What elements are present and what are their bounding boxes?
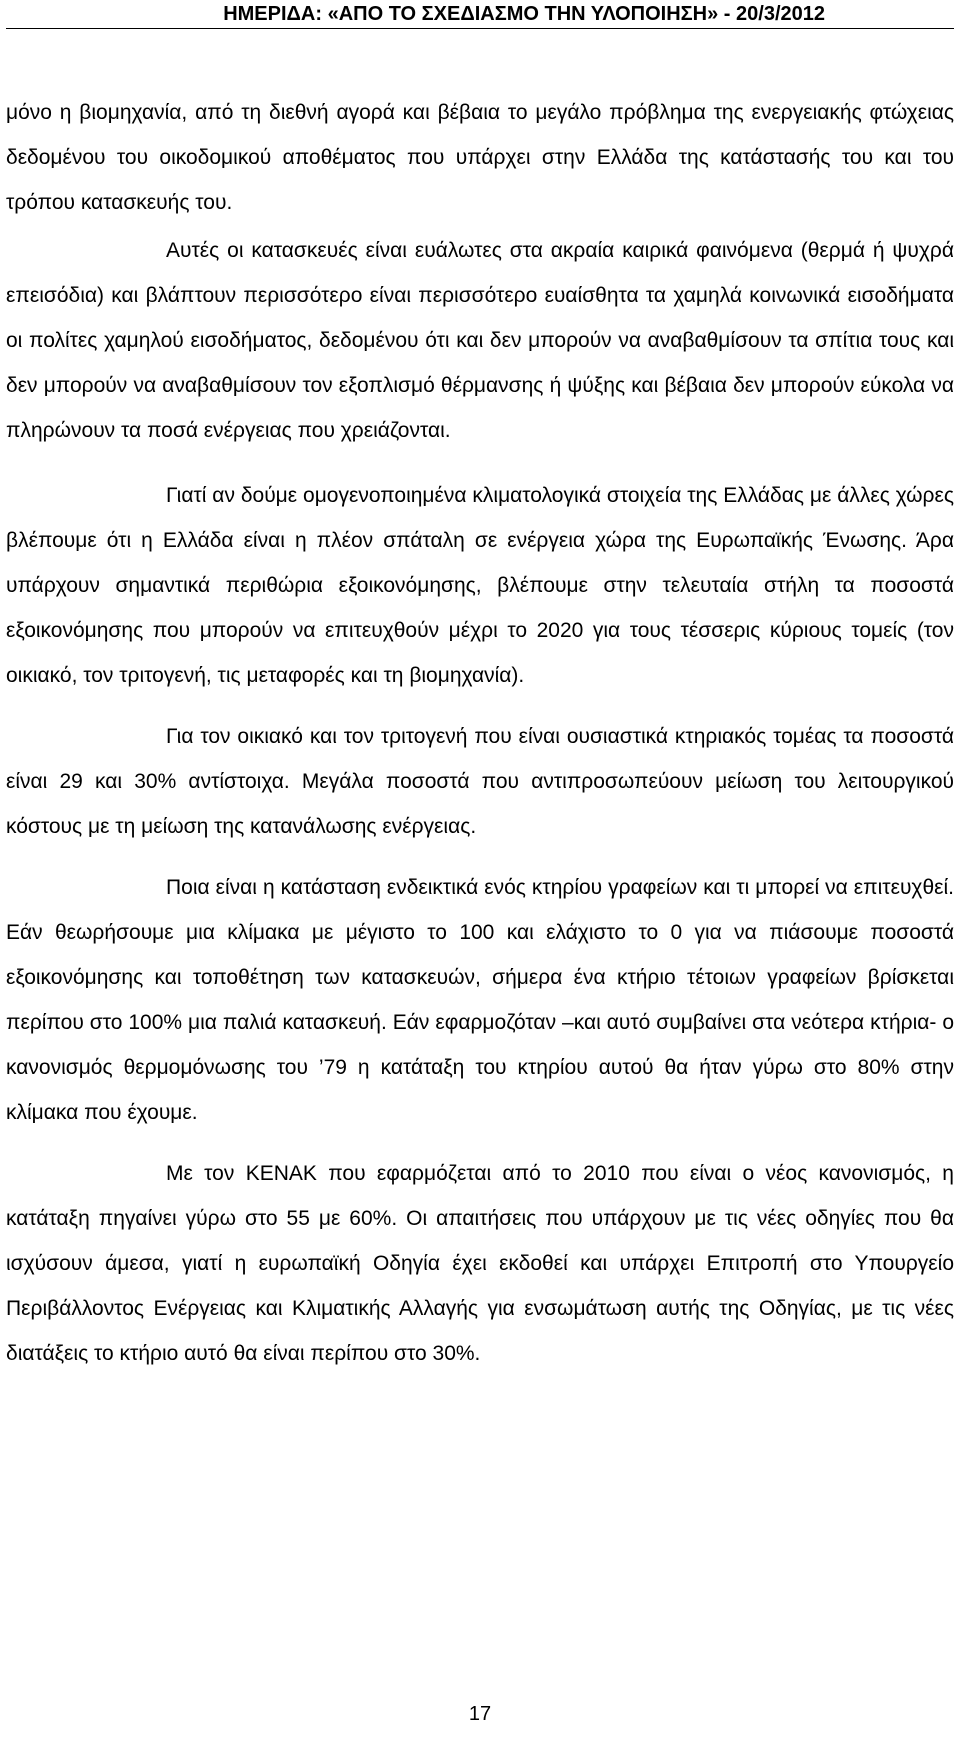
paragraph-building-sector: Για τον οικιακό και τον τριτογενή που είναι ουσιαστικά κτηριακός τομέας τα ποσοστά είναι 29 και 30% αντίστοιχα. Μεγάλα ποσοστά που αντιπροσωπεύουν μείωση του λειτουργικού κόστους με τη μείωση της κατανάλωσης ενέργειας. <box>6 725 954 838</box>
header-title: ΗΜΕΡΙΔΑ: «ΑΠΟ ΤΟ ΣΧΕΔΙΑΣΜΟ ΤΗΝ ΥΛΟΠΟΙΗΣΗ» - 20/3/2012 <box>223 3 825 25</box>
page-number: 17 <box>468 1703 492 1725</box>
paragraph-kenak: Με τον ΚΕΝΑΚ που εφαρμόζεται από το 2010 που είναι ο νέος κανονισμός, η κατάταξη πηγαίνει γύρω στο 55 με 60%. Οι απαιτήσεις που υπάρχουν με τις νέες οδηγίες που θα ισχύσουν άμεσα, γιατί η ευρωπαϊκή Οδηγία έχει εκδοθεί και υπάρχει Επιτροπή στο Υπουργείο Περιβάλλοντος Ενέργειας και Κλιματικής Αλλαγής για ενσωμάτωση αυτής της Οδηγίας, με τις νέες διατάξεις το κτήριο αυτό θα είναι περίπου στο 30%. <box>6 1162 954 1365</box>
paragraph-vulnerable-buildings: Αυτές οι κατασκευές είναι ευάλωτες στα ακραία καιρικά φαινόμενα (θερμά ή ψυχρά επεισόδια) και βλάπτουν περισσότερο είναι περισσότερο ευαίσθητα τα χαμηλά κοινωνικά εισοδήματα οι πολίτες χαμηλού εισοδήματος, δεδομένου ότι και δεν μπορούν να αναβαθμίσουν τα σπίτια τους και δεν μπορούν να αναβαθμίσουν τον εξοπλισμό θέρμανσης ή ψύξης και βέβαια δεν μπορούν εύκολα να πληρώνουν τα ποσά ενέργειας που χρειάζονται. <box>6 239 954 442</box>
document-body <box>6 90 954 1376</box>
header-divider <box>6 28 954 29</box>
paragraph-office-building: Ποια είναι η κατάσταση ενδεικτικά ενός κτηρίου γραφείων και τι μπορεί να επιτευχθεί. Εάν θεωρήσουμε μια κλίμακα με μέγιστο το 100 και ελάχιστο το 0 για να πιάσουμε ποσοστά εξοικονόμησης και τοποθέτηση των κατασκευών, σήμερα ένα κτήριο τέτοιων γραφείων βρίσκεται περίπου στο 100% μια παλιά κατασκευή. Εάν εφαρμοζόταν –και αυτό συμβαίνει στα νεότερα κτήρια- ο κανονισμός θερμομόνωσης του ’79 η κατάταξη του κτηρίου αυτού θα ήταν γύρω στο 80% στην κλίμακα που έχουμε. <box>6 876 954 1124</box>
paragraph-continuation: μόνο η βιομηχανία, από τη διεθνή αγορά και βέβαια το μεγάλο πρόβλημα της ενεργειακής φτώχειας δεδομένου του οικοδομικού αποθέματος που υπάρχει στην Ελλάδα της κατάστασής του και του τρόπου κατασκευής του. <box>6 101 954 214</box>
page-header <box>0 0 960 30</box>
paragraph-climate-data: Γιατί αν δούμε ομογενοποιημένα κλιματολογικά στοιχεία της Ελλάδας με άλλες χώρες βλέπουμε ότι η Ελλάδα είναι η πλέον σπάταλη σε ενέργεια χώρα της Ευρωπαϊκής Ένωσης. Άρα υπάρχουν σημαντικά περιθώρια εξοικονόμησης, βλέπουμε στην τελευταία στήλη τα ποσοστά εξοικονόμησης που μπορούν να επιτευχθούν μέχρι το 2020 για τους τέσσερις κύριους τομείς (τον οικιακό, τον τριτογενή, τις μεταφορές και τη βιομηχανία). <box>6 484 954 687</box>
